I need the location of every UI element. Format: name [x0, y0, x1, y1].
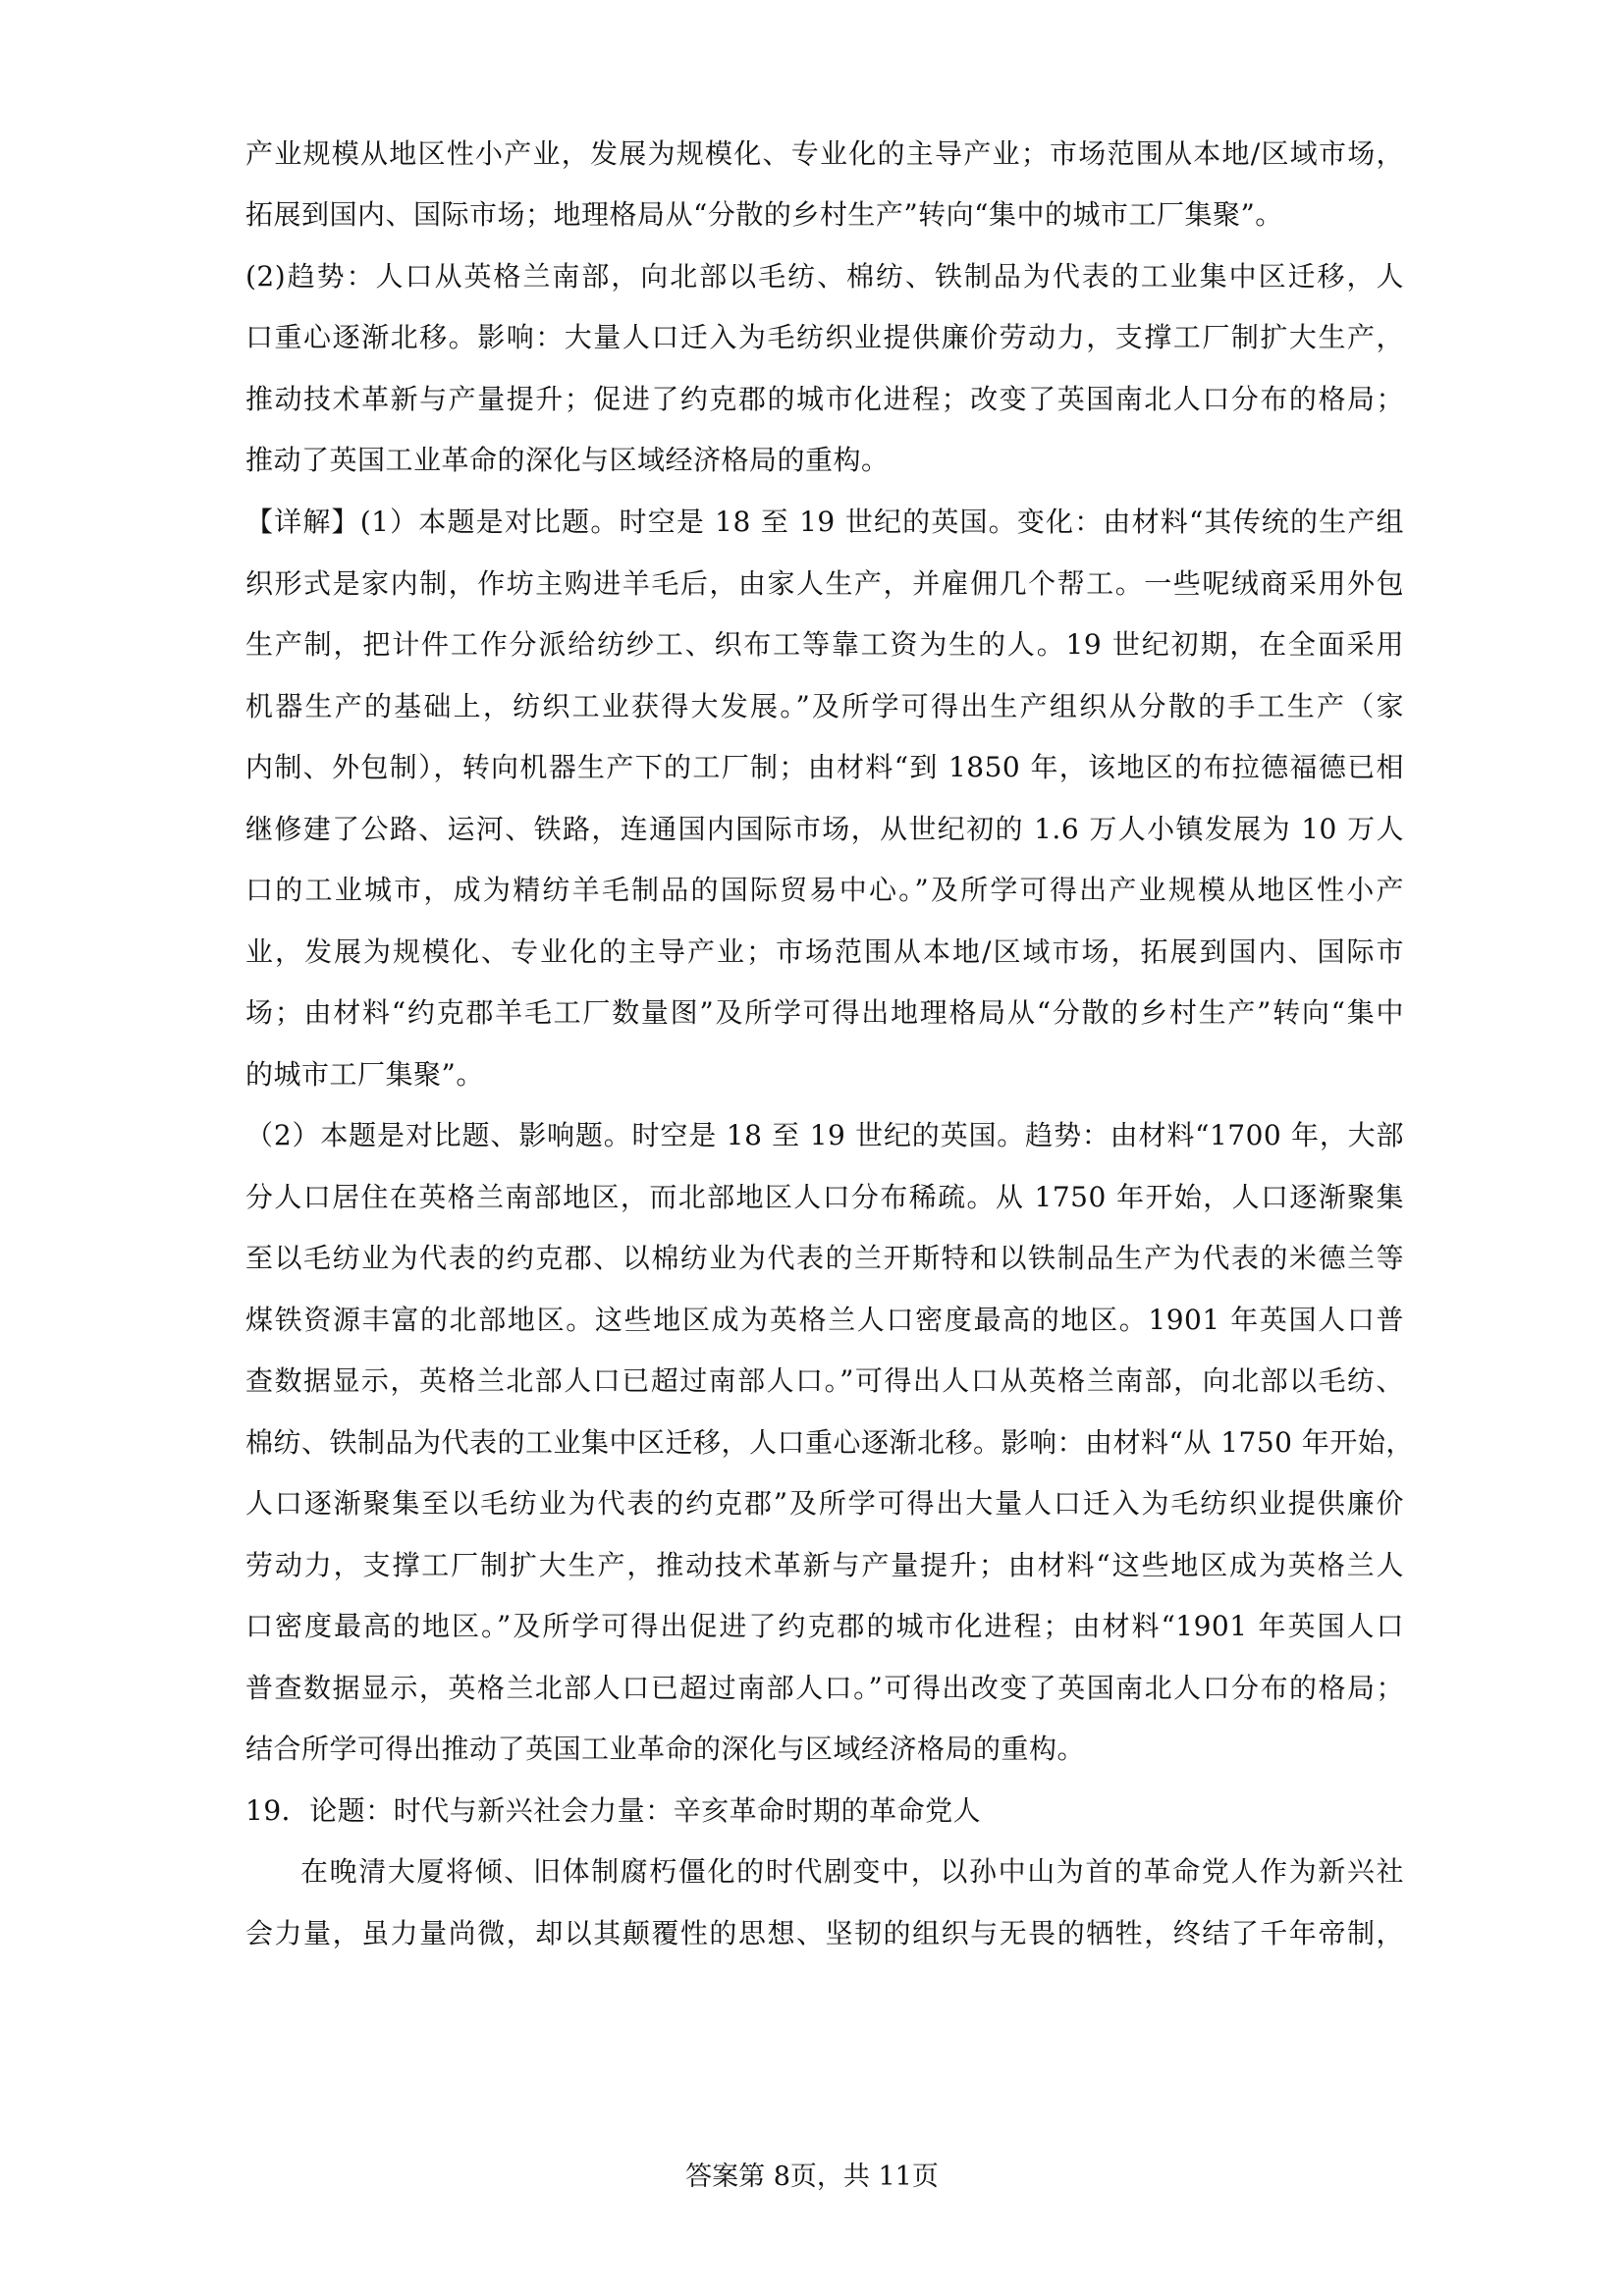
text-line: 在晚清大厦将倾、旧体制腐朽僵化的时代剧变中，以孙中山为首的革命党人作为新兴社 [300, 1855, 1404, 1888]
page-number-footer: 答案第 8页，共 11页 [685, 2162, 939, 2192]
text-line: 口的工业城市，成为精纺羊毛制品的国际贸易中心。”及所学可得出产业规模从地区性小产 [245, 874, 1404, 906]
detail-heading-line: 【详解】(1）本题是对比题。时空是 18 至 19 世纪的英国。变化：由材料“其传统的生产组 [245, 506, 1404, 538]
text-line: 会力量，虽力量尚微，却以其颠覆性的思想、坚韧的组织与无畏的牺牲，终结了千年帝制， [245, 1917, 1404, 1949]
text-line: 内制、外包制），转向机器生产下的工厂制；由材料“到 1850 年，该地区的布拉德福德已相 [245, 751, 1404, 783]
text-line: 分人口居住在英格兰南部地区，而北部地区人口分布稀疏。从 1750 年开始，人口逐渐聚集 [245, 1181, 1404, 1213]
text-line: 推动了英国工业革命的深化与区域经济格局的重构。 [245, 444, 890, 476]
text-line: 煤铁资源丰富的北部地区。这些地区成为英格兰人口密度最高的地区。1901 年英国人口普 [245, 1304, 1404, 1336]
text-line: 查数据显示，英格兰北部人口已超过南部人口。”可得出人口从英格兰南部，向北部以毛纺、 [245, 1364, 1404, 1397]
text-line: 口密度最高的地区。”及所学可得出促进了约克郡的城市化进程；由材料“1901 年英国人口 [245, 1610, 1404, 1642]
text-line: 拓展到国内、国际市场；地理格局从“分散的乡村生产”转向“集中的城市工厂集聚”。 [245, 198, 1283, 231]
text-line: 至以毛纺业为代表的约克郡、以棉纺业为代表的兰开斯特和以铁制品生产为代表的米德兰等 [245, 1242, 1404, 1274]
text-line: 织形式是家内制，作坊主购进羊毛后，由家人生产，并雇佣几个帮工。一些呢绒商采用外包 [245, 567, 1404, 600]
text-line: 棉纺、铁制品为代表的工业集中区迁移，人口重心逐渐北移。影响：由材料“从 1750 年开始， [245, 1426, 1414, 1459]
text-line: 人口逐渐聚集至以毛纺业为代表的约克郡”及所学可得出大量人口迁入为毛纺织业提供廉价 [245, 1487, 1404, 1520]
text-line: 的城市工厂集聚”。 [245, 1058, 484, 1091]
text-line: 推动技术革新与产量提升；促进了约克郡的城市化进程；改变了英国南北人口分布的格局； [245, 383, 1404, 415]
text-line: 继修建了公路、运河、铁路，连通国内国际市场，从世纪初的 1.6 万人小镇发展为 10 万人 [245, 813, 1404, 845]
text-line: (2)趋势：人口从英格兰南部，向北部以毛纺、棉纺、铁制品为代表的工业集中区迁移，人 [245, 260, 1404, 293]
text-line: 业，发展为规模化、专业化的主导产业；市场范围从本地/区域市场，拓展到国内、国际市 [245, 935, 1404, 968]
text-line: 场；由材料“约克郡羊毛工厂数量图”及所学可得出地理格局从“分散的乡村生产”转向“集中 [245, 996, 1404, 1029]
text-line: 生产制，把计件工作分派给纺纱工、织布工等靠工资为生的人。19 世纪初期，在全面采用 [245, 628, 1404, 661]
text-line: 口重心逐渐北移。影响：大量人口迁入为毛纺织业提供廉价劳动力，支撑工厂制扩大生产， [245, 321, 1404, 353]
question-heading: 19．论题：时代与新兴社会力量：辛亥革命时期的革命党人 [245, 1794, 982, 1827]
text-line: 产业规模从地区性小产业，发展为规模化、专业化的主导产业；市场范围从本地/区域市场， [245, 137, 1404, 170]
text-line: 劳动力，支撑工厂制扩大生产，推动技术革新与产量提升；由材料“这些地区成为英格兰人 [245, 1549, 1404, 1581]
text-line: 结合所学可得出推动了英国工业革命的深化与区域经济格局的重构。 [245, 1733, 1086, 1765]
text-line: 普查数据显示，英格兰北部人口已超过南部人口。”可得出改变了英国南北人口分布的格局； [245, 1672, 1404, 1704]
text-line: （2）本题是对比题、影响题。时空是 18 至 19 世纪的英国。趋势：由材料“1700 年，大部 [245, 1119, 1404, 1151]
text-line: 机器生产的基础上，纺织工业获得大发展。”及所学可得出生产组织从分散的手工生产（家 [245, 690, 1404, 722]
